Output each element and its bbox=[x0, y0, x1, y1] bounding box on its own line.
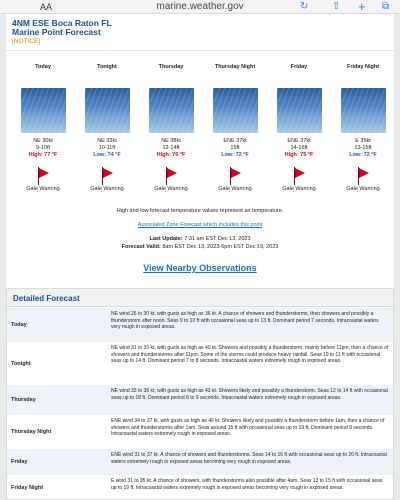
detail-period-label: Thursday Night bbox=[11, 429, 52, 435]
period-warning[interactable]: Gale Warning bbox=[154, 186, 188, 192]
period-wind: ENE 37kt bbox=[287, 138, 311, 144]
page-subtitle: Marine Point Forecast bbox=[12, 27, 101, 37]
forecast-valid-value: 8am EST Dec 13, 2023-6pm EST Dec 19, 2023 bbox=[162, 244, 279, 250]
detailed-forecast-row bbox=[7, 475, 393, 500]
period-seas: 12-14ft bbox=[162, 145, 180, 151]
notice-link[interactable]: [NOTICE] bbox=[12, 38, 41, 45]
period-warning[interactable]: Gale Warning bbox=[26, 186, 60, 192]
weather-image bbox=[21, 88, 66, 133]
period-seas: 15ft bbox=[230, 145, 240, 151]
detailed-forecast-row bbox=[7, 308, 393, 342]
detail-period-text: NE wind 26 to 30 kt, with gusts as high as 36 kt. A chance of showers and thunderstorms, then showers and possibly a thunderstorm after noon. Seas 9 to 10 ft with occasional seas up to 13 ft. Dominant period 7 seconds. Intracoastal waters very rough in exposed areas. bbox=[111, 311, 379, 330]
forecast-period bbox=[268, 58, 330, 192]
view-nearby-observations-link[interactable]: View Nearby Observations bbox=[143, 263, 257, 273]
forecast-valid-label: Forecast Valid: bbox=[121, 244, 161, 250]
period-wind: NE 30kt bbox=[33, 138, 53, 144]
period-wind: E 35kt bbox=[355, 138, 371, 144]
forecast-period bbox=[12, 58, 74, 192]
reload-icon[interactable]: ↻ bbox=[300, 1, 309, 12]
detail-period-label: Tonight bbox=[11, 361, 31, 367]
tabs-icon[interactable]: ⧉ bbox=[382, 1, 390, 12]
forecast-period bbox=[140, 58, 202, 192]
detailed-forecast bbox=[6, 288, 394, 500]
period-warning[interactable]: Gale Warning bbox=[90, 186, 124, 192]
last-update-value: 7:31 am EST Dec 13, 2023 bbox=[184, 236, 251, 242]
browser-toolbar bbox=[0, 0, 400, 14]
period-name: Thursday bbox=[158, 64, 184, 70]
zone-forecast-link[interactable]: Associated Zone Forecast which includes this point bbox=[137, 222, 263, 228]
weather-image bbox=[85, 88, 130, 133]
period-name: Friday Night bbox=[346, 64, 380, 70]
gale-flag-icon bbox=[356, 167, 370, 185]
gale-flag-icon bbox=[100, 167, 114, 185]
last-update bbox=[6, 236, 394, 242]
detailed-forecast-header bbox=[7, 289, 393, 307]
period-seas: 10-11ft bbox=[98, 145, 116, 151]
divider bbox=[6, 50, 394, 51]
period-name: Thursday Night bbox=[214, 64, 256, 70]
period-warning[interactable]: Gale Warning bbox=[218, 186, 252, 192]
gale-flag-icon bbox=[164, 167, 178, 185]
detail-period-label: Thursday bbox=[11, 397, 36, 403]
detail-period-text: ENE wind 31 to 37 kt. A chance of showers and thunderstorms. Seas 14 to 16 ft with occasional seas up to 20 ft. Intracoastal waters extremely rough in exposed areas becoming very rough in exposed areas. bbox=[111, 452, 387, 465]
reader-settings-button[interactable]: AA bbox=[40, 2, 53, 12]
forecast-panel bbox=[6, 14, 394, 306]
detailed-forecast-row bbox=[7, 342, 393, 385]
period-temperature: Low: 72 °F bbox=[349, 152, 377, 158]
period-wind: ENE 37kt bbox=[223, 138, 247, 144]
forecast-period bbox=[332, 58, 394, 192]
share-icon[interactable]: ⇧ bbox=[332, 1, 341, 12]
detailed-forecast-row bbox=[7, 449, 393, 475]
detail-period-text: NE wind 31 to 33 kt, with gusts as high as 40 kt. Showers and possibly a thunderstorm, mainly before 11pm, then a chance of showers and thunderstorms after 11pm. Some of the storms could produce heavy rainfall. Seas 10 to 11 ft with occasional seas up to 14 ft. Dominant period 7 to 8 seconds. Intracoastal waters extremely rough in exposed areas. bbox=[111, 345, 389, 364]
location-title: 4NM ESE Boca Raton FL bbox=[12, 18, 112, 28]
last-update-label: Last Update: bbox=[149, 236, 183, 242]
weather-image bbox=[277, 88, 322, 133]
period-temperature: Low: 72 °F bbox=[221, 152, 249, 158]
detail-period-label: Friday Night bbox=[11, 485, 44, 491]
period-seas: 14-16ft bbox=[290, 145, 308, 151]
period-warning[interactable]: Gale Warning bbox=[282, 186, 316, 192]
forecast-period bbox=[204, 58, 266, 192]
period-seas: 9-10ft bbox=[35, 145, 51, 151]
period-wind: NE 33kt bbox=[97, 138, 117, 144]
period-seas: 13-15ft bbox=[354, 145, 372, 151]
gale-flag-icon bbox=[228, 167, 242, 185]
period-temperature: High: 77 °F bbox=[28, 152, 58, 158]
detailed-forecast-row bbox=[7, 385, 393, 415]
period-name: Today bbox=[35, 64, 51, 70]
detailed-forecast-title: Detailed Forecast bbox=[13, 294, 80, 303]
period-temperature: Low: 74 °F bbox=[93, 152, 121, 158]
period-wind: NE 38kt bbox=[161, 138, 181, 144]
detail-period-text: NE wind 33 to 38 kt, with gusts as high as 43 kt. Showers likely and possibly a thunderstorm. Seas 12 to 14 ft with occasional seas up to 18 ft. Dominant period 8 to 9 seconds. Intracoastal waters extremely rough in exposed areas. bbox=[111, 388, 388, 401]
forecast-valid bbox=[6, 244, 394, 250]
detail-period-text: ENE wind 34 to 37 kt, with gusts as high as 46 kt. Showers likely and possibly a thunderstorm before 1am, then a chance of showers and thunderstorms after 1am. Seas around 15 ft with occasional seas up to 19 ft. Dominant period 9 seconds. Intracoastal waters extremely rough in exposed areas. bbox=[111, 418, 385, 437]
weather-image bbox=[341, 88, 386, 133]
new-tab-icon[interactable]: + bbox=[358, 0, 366, 14]
period-name: Friday bbox=[290, 64, 308, 70]
detail-period-label: Friday bbox=[11, 459, 28, 465]
temperature-note: High and low forecast temperature values represent air temperature. bbox=[116, 208, 284, 214]
gale-flag-icon bbox=[292, 167, 306, 185]
weather-image bbox=[149, 88, 194, 133]
gale-flag-icon bbox=[36, 167, 50, 185]
detail-period-label: Today bbox=[11, 322, 27, 328]
period-temperature: High: 76 °F bbox=[156, 152, 186, 158]
detailed-forecast-row bbox=[7, 415, 393, 449]
weather-image bbox=[213, 88, 258, 133]
period-temperature: High: 75 °F bbox=[284, 152, 314, 158]
forecast-period bbox=[76, 58, 138, 192]
detail-period-text: E wind 31 to 35 kt. A chance of showers, with thunderstorms also possible after 4am. Seas 13 to 15 ft with occasional seas up to 19 ft. Intracoastal waters extremely rough in exposed areas becoming very rough in exposed areas. bbox=[111, 478, 383, 491]
address-bar[interactable]: marine.weather.gov bbox=[156, 1, 244, 12]
period-warning[interactable]: Gale Warning bbox=[346, 186, 380, 192]
period-name: Tonight bbox=[97, 64, 117, 70]
